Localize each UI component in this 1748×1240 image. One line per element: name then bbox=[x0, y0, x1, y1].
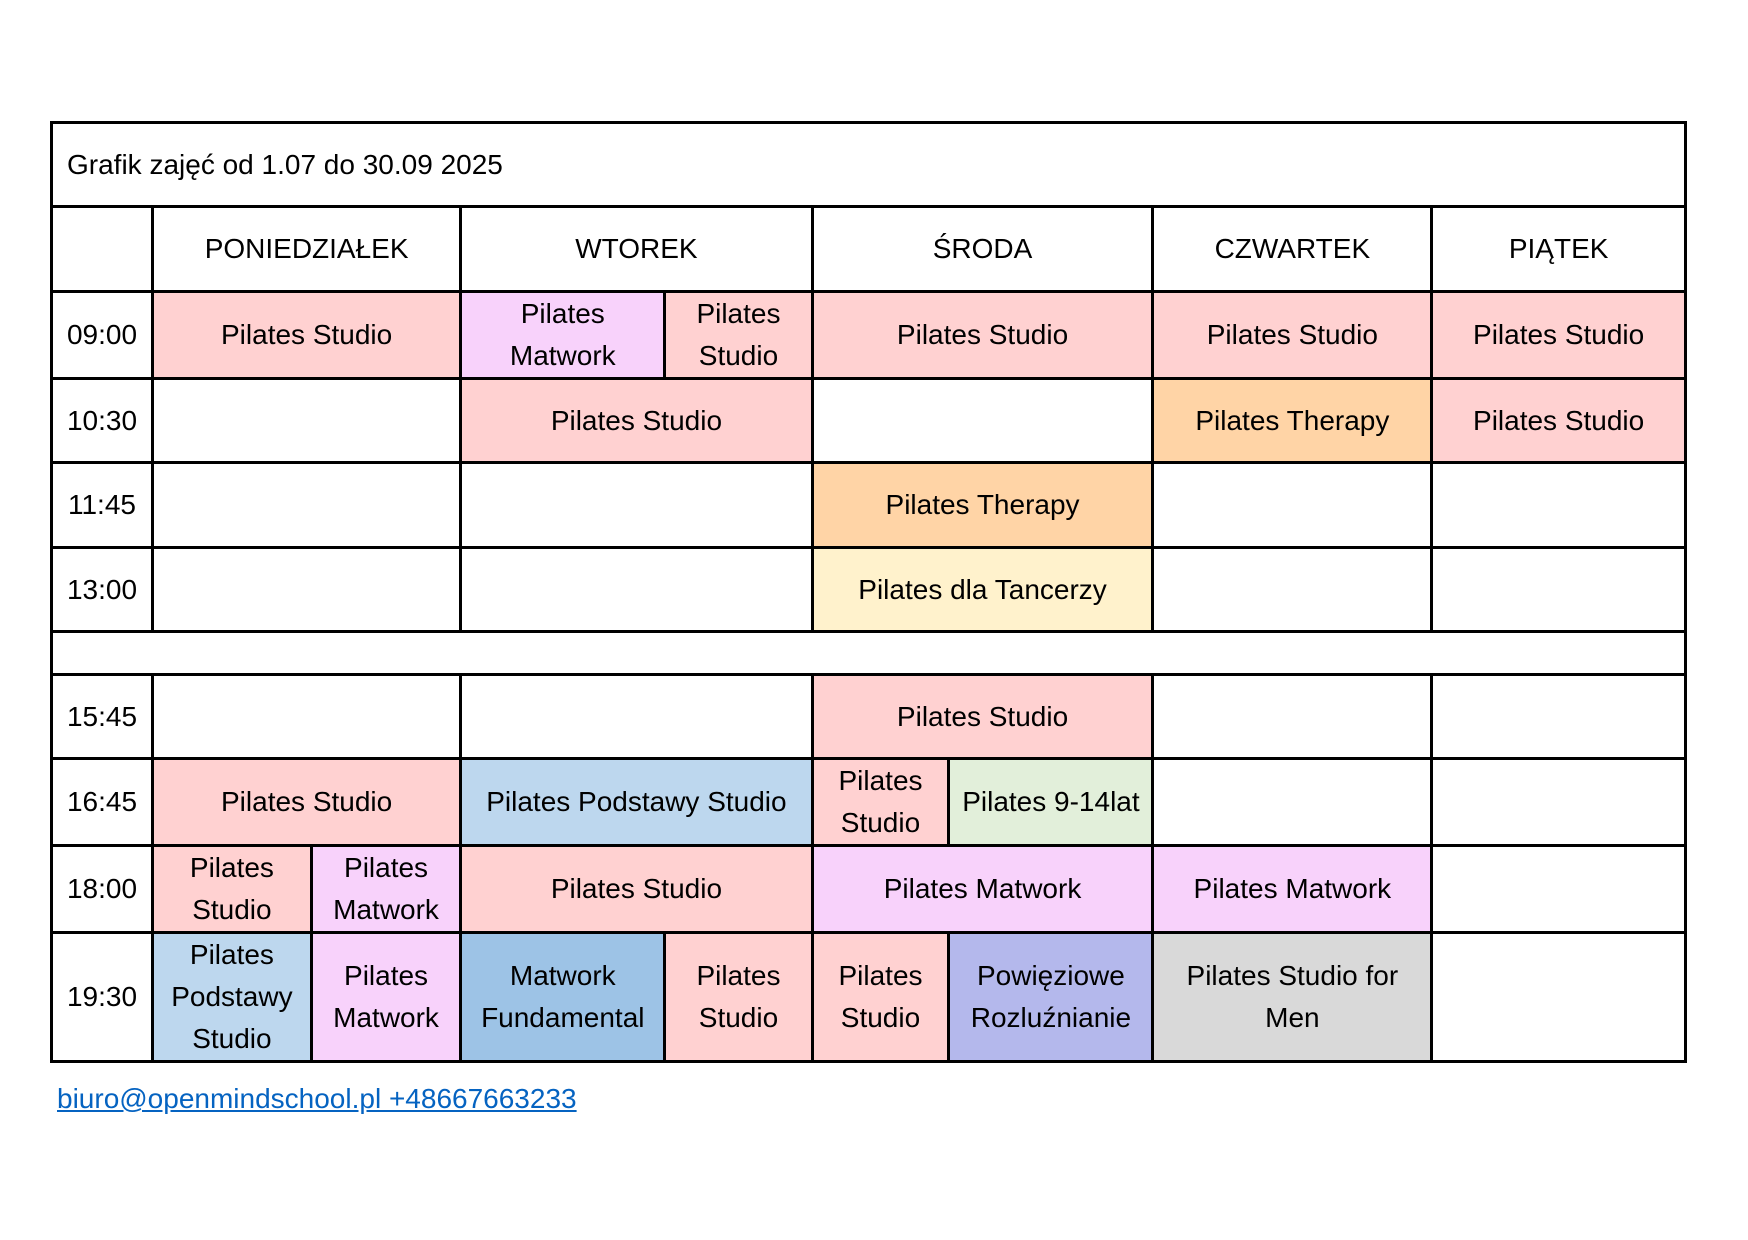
class-cell: Pilates Matwork bbox=[311, 933, 460, 1062]
time-row-1030 bbox=[52, 379, 1686, 463]
time-label: 10:30 bbox=[52, 379, 153, 463]
time-label: 11:45 bbox=[52, 463, 153, 548]
empty-cell bbox=[1153, 759, 1432, 846]
empty-cell bbox=[1432, 463, 1686, 548]
class-cell: Pilates Therapy bbox=[812, 463, 1153, 548]
empty-cell bbox=[1432, 933, 1686, 1062]
time-row-1800 bbox=[52, 846, 1686, 933]
class-cell: Pilates Studio bbox=[461, 846, 812, 933]
time-label: 16:45 bbox=[52, 759, 153, 846]
time-label: 09:00 bbox=[52, 292, 153, 379]
day-header-wednesday: ŚRODA bbox=[812, 207, 1153, 292]
empty-cell bbox=[1153, 548, 1432, 632]
time-label: 13:00 bbox=[52, 548, 153, 632]
class-cell: Pilates Matwork bbox=[1153, 846, 1432, 933]
day-header-thursday: CZWARTEK bbox=[1153, 207, 1432, 292]
empty-cell bbox=[461, 548, 812, 632]
class-cell: Pilates Studio for Men bbox=[1153, 933, 1432, 1062]
break-cell bbox=[52, 632, 1686, 675]
class-cell: Pilates Studio bbox=[665, 292, 812, 379]
class-cell: Pilates Studio bbox=[1432, 379, 1686, 463]
empty-cell bbox=[152, 548, 460, 632]
time-row-1145 bbox=[52, 463, 1686, 548]
time-row-1930 bbox=[52, 933, 1686, 1062]
class-cell: Pilates Studio bbox=[1153, 292, 1432, 379]
time-row-1645 bbox=[52, 759, 1686, 846]
time-row-1300 bbox=[52, 548, 1686, 632]
class-cell: Pilates 9-14lat bbox=[949, 759, 1153, 846]
empty-cell bbox=[461, 463, 812, 548]
empty-cell bbox=[1432, 759, 1686, 846]
time-label: 19:30 bbox=[52, 933, 153, 1062]
empty-cell bbox=[812, 379, 1153, 463]
empty-cell bbox=[152, 463, 460, 548]
contact-link[interactable]: biuro@openmindschool.pl +48667663233 bbox=[57, 1083, 577, 1114]
corner-cell bbox=[52, 207, 153, 292]
empty-cell bbox=[1153, 675, 1432, 759]
schedule-title: Grafik zajęć od 1.07 do 30.09 2025 bbox=[52, 123, 1686, 207]
empty-cell bbox=[1432, 675, 1686, 759]
day-header-friday: PIĄTEK bbox=[1432, 207, 1686, 292]
class-cell: Pilates Studio bbox=[1432, 292, 1686, 379]
class-cell: Pilates Podstawy Studio bbox=[152, 933, 311, 1062]
break-row bbox=[52, 632, 1686, 675]
class-cell: Pilates Studio bbox=[812, 675, 1153, 759]
time-label: 15:45 bbox=[52, 675, 153, 759]
class-cell: Pilates Matwork bbox=[311, 846, 460, 933]
class-cell: Pilates Studio bbox=[665, 933, 812, 1062]
class-cell: Pilates Studio bbox=[461, 379, 812, 463]
class-cell: Matwork Fundamental bbox=[461, 933, 665, 1062]
class-cell: Pilates Matwork bbox=[812, 846, 1153, 933]
empty-cell bbox=[1432, 548, 1686, 632]
empty-cell bbox=[152, 675, 460, 759]
time-row-0900 bbox=[52, 292, 1686, 379]
empty-cell bbox=[1153, 463, 1432, 548]
empty-cell bbox=[152, 379, 460, 463]
day-header-tuesday: WTOREK bbox=[461, 207, 812, 292]
class-cell: Pilates Studio bbox=[152, 292, 460, 379]
class-cell: Pilates Matwork bbox=[461, 292, 665, 379]
class-cell: Pilates Studio bbox=[812, 933, 949, 1062]
class-cell: Powięziowe Rozluźnianie bbox=[949, 933, 1153, 1062]
class-cell: Pilates dla Tancerzy bbox=[812, 548, 1153, 632]
day-header-monday: PONIEDZIAŁEK bbox=[152, 207, 460, 292]
empty-cell bbox=[461, 675, 812, 759]
day-header-row bbox=[52, 207, 1686, 292]
schedule-table bbox=[50, 121, 1687, 1063]
class-cell: Pilates Therapy bbox=[1153, 379, 1432, 463]
class-cell: Pilates Studio bbox=[812, 292, 1153, 379]
class-cell: Pilates Studio bbox=[152, 759, 460, 846]
empty-cell bbox=[1432, 846, 1686, 933]
time-row-1545 bbox=[52, 675, 1686, 759]
time-label: 18:00 bbox=[52, 846, 153, 933]
class-cell: Pilates Studio bbox=[152, 846, 311, 933]
class-cell: Pilates Podstawy Studio bbox=[461, 759, 812, 846]
class-cell: Pilates Studio bbox=[812, 759, 949, 846]
